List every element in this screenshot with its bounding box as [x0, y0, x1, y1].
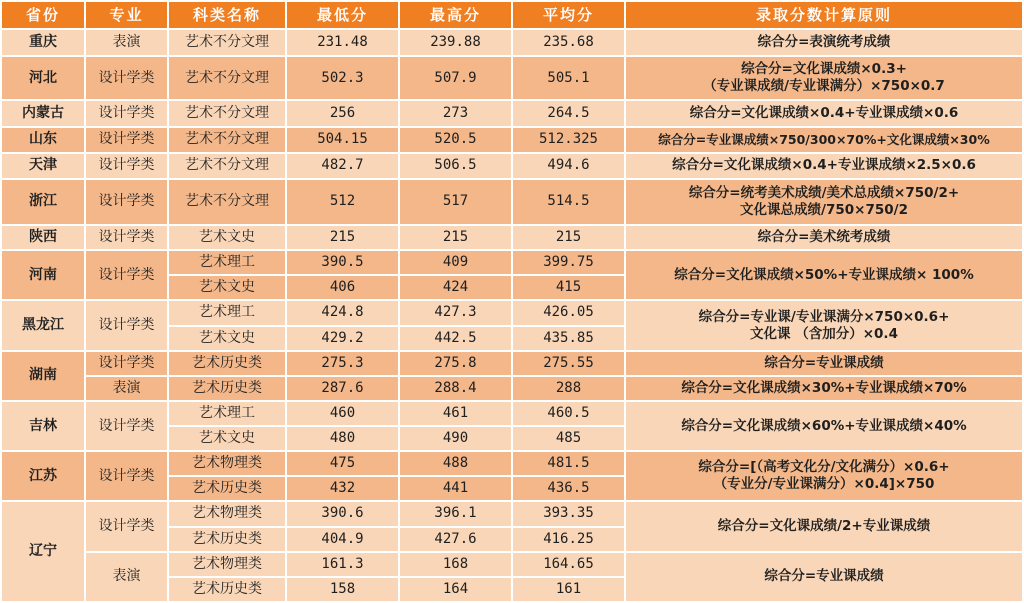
header-major: 专业: [86, 2, 167, 28]
major-cell: 设计学类: [86, 128, 167, 152]
avg-score-cell: 161: [513, 578, 624, 601]
avg-score-cell: 275.55: [513, 352, 624, 375]
category-cell: 艺术理工: [169, 402, 285, 425]
max-score-cell: 164: [400, 578, 511, 601]
min-score-cell: 256: [287, 101, 398, 125]
max-score-cell: 396.1: [400, 502, 511, 525]
avg-score-cell: 426.05: [513, 301, 624, 324]
category-cell: 艺术文史: [169, 427, 285, 450]
max-score-cell: 275.8: [400, 352, 511, 375]
province-cell: 重庆: [2, 30, 84, 55]
category-cell: 艺术物理类: [169, 553, 285, 576]
category-cell: 艺术理工: [169, 301, 285, 324]
header-province: 省份: [2, 2, 84, 28]
table-row: [2, 57, 1022, 99]
category-cell: 艺术历史类: [169, 352, 285, 375]
rule-cell: 综合分=文化课成绩/2+专业课成绩: [626, 502, 1022, 550]
avg-score-cell: 435.85: [513, 327, 624, 350]
avg-score-cell: 215: [513, 226, 624, 249]
category-cell: 艺术物理类: [169, 502, 285, 525]
avg-score-cell: 164.65: [513, 553, 624, 576]
avg-score-cell: 235.68: [513, 30, 624, 55]
rule-cell: 综合分=文化课成绩×0.3+ （专业课成绩/专业课满分）×750×0.7: [626, 57, 1022, 99]
min-score-cell: 231.48: [287, 30, 398, 55]
table-row: [2, 377, 1022, 400]
min-score-cell: 480: [287, 427, 398, 450]
province-cell: 天津: [2, 154, 84, 178]
category-cell: 艺术文史: [169, 327, 285, 350]
min-score-cell: 502.3: [287, 57, 398, 99]
min-score-cell: 215: [287, 226, 398, 249]
major-cell: 设计学类: [86, 251, 167, 299]
category-cell: 艺术文史: [169, 276, 285, 299]
major-cell: 表演: [86, 553, 167, 601]
category-cell: 艺术历史类: [169, 578, 285, 601]
min-score-cell: 475: [287, 452, 398, 475]
rule-cell: 综合分=[（高考文化分/文化满分）×0.6+ （专业分/专业课满分）×0.4]×750: [626, 452, 1022, 500]
avg-score-cell: 485: [513, 427, 624, 450]
avg-score-cell: 494.6: [513, 154, 624, 178]
category-cell: 艺术历史类: [169, 477, 285, 500]
min-score-cell: 275.3: [287, 352, 398, 375]
province-cell: 吉林: [2, 402, 84, 450]
min-score-cell: 287.6: [287, 377, 398, 400]
major-cell: 设计学类: [86, 154, 167, 178]
category-cell: 艺术不分文理: [169, 180, 285, 224]
category-cell: 艺术文史: [169, 226, 285, 249]
max-score-cell: 490: [400, 427, 511, 450]
province-cell: 河南: [2, 251, 84, 299]
min-score-cell: 460: [287, 402, 398, 425]
major-cell: 表演: [86, 30, 167, 55]
rule-cell: 综合分=文化课成绩×50%+专业课成绩× 100%: [626, 251, 1022, 299]
avg-score-cell: 505.1: [513, 57, 624, 99]
avg-score-cell: 512.325: [513, 128, 624, 152]
rule-cell: 综合分=文化课成绩×60%+专业课成绩×40%: [626, 402, 1022, 450]
avg-score-cell: 416.25: [513, 528, 624, 551]
rule-cell: 综合分=文化课成绩×0.4+专业课成绩×0.6: [626, 101, 1022, 125]
header-category: 科类名称: [169, 2, 285, 28]
max-score-cell: 488: [400, 452, 511, 475]
avg-score-cell: 393.35: [513, 502, 624, 525]
min-score-cell: 512: [287, 180, 398, 224]
avg-score-cell: 264.5: [513, 101, 624, 125]
category-cell: 艺术历史类: [169, 528, 285, 551]
rule-cell: 综合分=文化课成绩×0.4+专业课成绩×2.5×0.6: [626, 154, 1022, 178]
header-min-score: 最低分: [287, 2, 398, 28]
major-cell: 设计学类: [86, 502, 167, 550]
major-cell: 设计学类: [86, 101, 167, 125]
table-row: [2, 553, 1022, 576]
table-row: [2, 101, 1022, 125]
max-score-cell: 424: [400, 276, 511, 299]
max-score-cell: 168: [400, 553, 511, 576]
max-score-cell: 239.88: [400, 30, 511, 55]
table-row: [2, 502, 1022, 525]
category-cell: 艺术不分文理: [169, 101, 285, 125]
max-score-cell: 441: [400, 477, 511, 500]
table-row: [2, 30, 1022, 55]
min-score-cell: 404.9: [287, 528, 398, 551]
min-score-cell: 158: [287, 578, 398, 601]
major-cell: 设计学类: [86, 226, 167, 249]
rule-cell: 综合分=专业课成绩: [626, 352, 1022, 375]
min-score-cell: 482.7: [287, 154, 398, 178]
province-cell: 辽宁: [2, 502, 84, 601]
province-cell: 陕西: [2, 226, 84, 249]
category-cell: 艺术不分文理: [169, 30, 285, 55]
rule-cell: 综合分=文化课成绩×30%+专业课成绩×70%: [626, 377, 1022, 400]
min-score-cell: 390.5: [287, 251, 398, 274]
max-score-cell: 461: [400, 402, 511, 425]
max-score-cell: 409: [400, 251, 511, 274]
table-row: [2, 452, 1022, 475]
max-score-cell: 506.5: [400, 154, 511, 178]
rule-cell: 综合分=统考美术成绩/美术总成绩×750/2+ 文化课总成绩/750×750/2: [626, 180, 1022, 224]
rule-cell: 综合分=美术统考成绩: [626, 226, 1022, 249]
category-cell: 艺术不分文理: [169, 128, 285, 152]
category-cell: 艺术不分文理: [169, 154, 285, 178]
province-cell: 山东: [2, 128, 84, 152]
avg-score-cell: 436.5: [513, 477, 624, 500]
major-cell: 设计学类: [86, 352, 167, 375]
avg-score-cell: 514.5: [513, 180, 624, 224]
rule-cell: 综合分=专业课/专业课满分×750×0.6+ 文化课 （含加分）×0.4: [626, 301, 1022, 349]
min-score-cell: 390.6: [287, 502, 398, 525]
min-score-cell: 424.8: [287, 301, 398, 324]
min-score-cell: 504.15: [287, 128, 398, 152]
category-cell: 艺术历史类: [169, 377, 285, 400]
header-max-score: 最高分: [400, 2, 511, 28]
max-score-cell: 520.5: [400, 128, 511, 152]
table-row: [2, 180, 1022, 224]
max-score-cell: 427.6: [400, 528, 511, 551]
category-cell: 艺术不分文理: [169, 57, 285, 99]
province-cell: 湖南: [2, 352, 84, 400]
avg-score-cell: 415: [513, 276, 624, 299]
max-score-cell: 288.4: [400, 377, 511, 400]
avg-score-cell: 481.5: [513, 452, 624, 475]
category-cell: 艺术理工: [169, 251, 285, 274]
min-score-cell: 161.3: [287, 553, 398, 576]
major-cell: 设计学类: [86, 402, 167, 450]
table-row: [2, 251, 1022, 274]
major-cell: 设计学类: [86, 301, 167, 349]
province-cell: 内蒙古: [2, 101, 84, 125]
max-score-cell: 273: [400, 101, 511, 125]
major-cell: 设计学类: [86, 57, 167, 99]
major-cell: 表演: [86, 377, 167, 400]
province-cell: 浙江: [2, 180, 84, 224]
max-score-cell: 442.5: [400, 327, 511, 350]
province-cell: 黑龙江: [2, 301, 84, 349]
rule-cell: 综合分=表演统考成绩: [626, 30, 1022, 55]
table-row: [2, 128, 1022, 152]
avg-score-cell: 460.5: [513, 402, 624, 425]
header-avg-score: 平均分: [513, 2, 624, 28]
header-row: [2, 2, 1022, 28]
avg-score-cell: 288: [513, 377, 624, 400]
rule-cell: 综合分=专业课成绩: [626, 553, 1022, 601]
table-row: [2, 352, 1022, 375]
max-score-cell: 517: [400, 180, 511, 224]
min-score-cell: 406: [287, 276, 398, 299]
max-score-cell: 507.9: [400, 57, 511, 99]
major-cell: 设计学类: [86, 180, 167, 224]
table-row: [2, 226, 1022, 249]
max-score-cell: 215: [400, 226, 511, 249]
rule-cell: 综合分=专业课成绩×750/300×70%+文化课成绩×30%: [626, 128, 1022, 152]
avg-score-cell: 399.75: [513, 251, 624, 274]
max-score-cell: 427.3: [400, 301, 511, 324]
min-score-cell: 432: [287, 477, 398, 500]
header-calculation-rule: 录取分数计算原则: [626, 2, 1022, 28]
min-score-cell: 429.2: [287, 327, 398, 350]
province-cell: 河北: [2, 57, 84, 99]
table-row: [2, 402, 1022, 425]
province-cell: 江苏: [2, 452, 84, 500]
table-row: [2, 154, 1022, 178]
category-cell: 艺术物理类: [169, 452, 285, 475]
major-cell: 设计学类: [86, 452, 167, 500]
table-row: [2, 301, 1022, 324]
